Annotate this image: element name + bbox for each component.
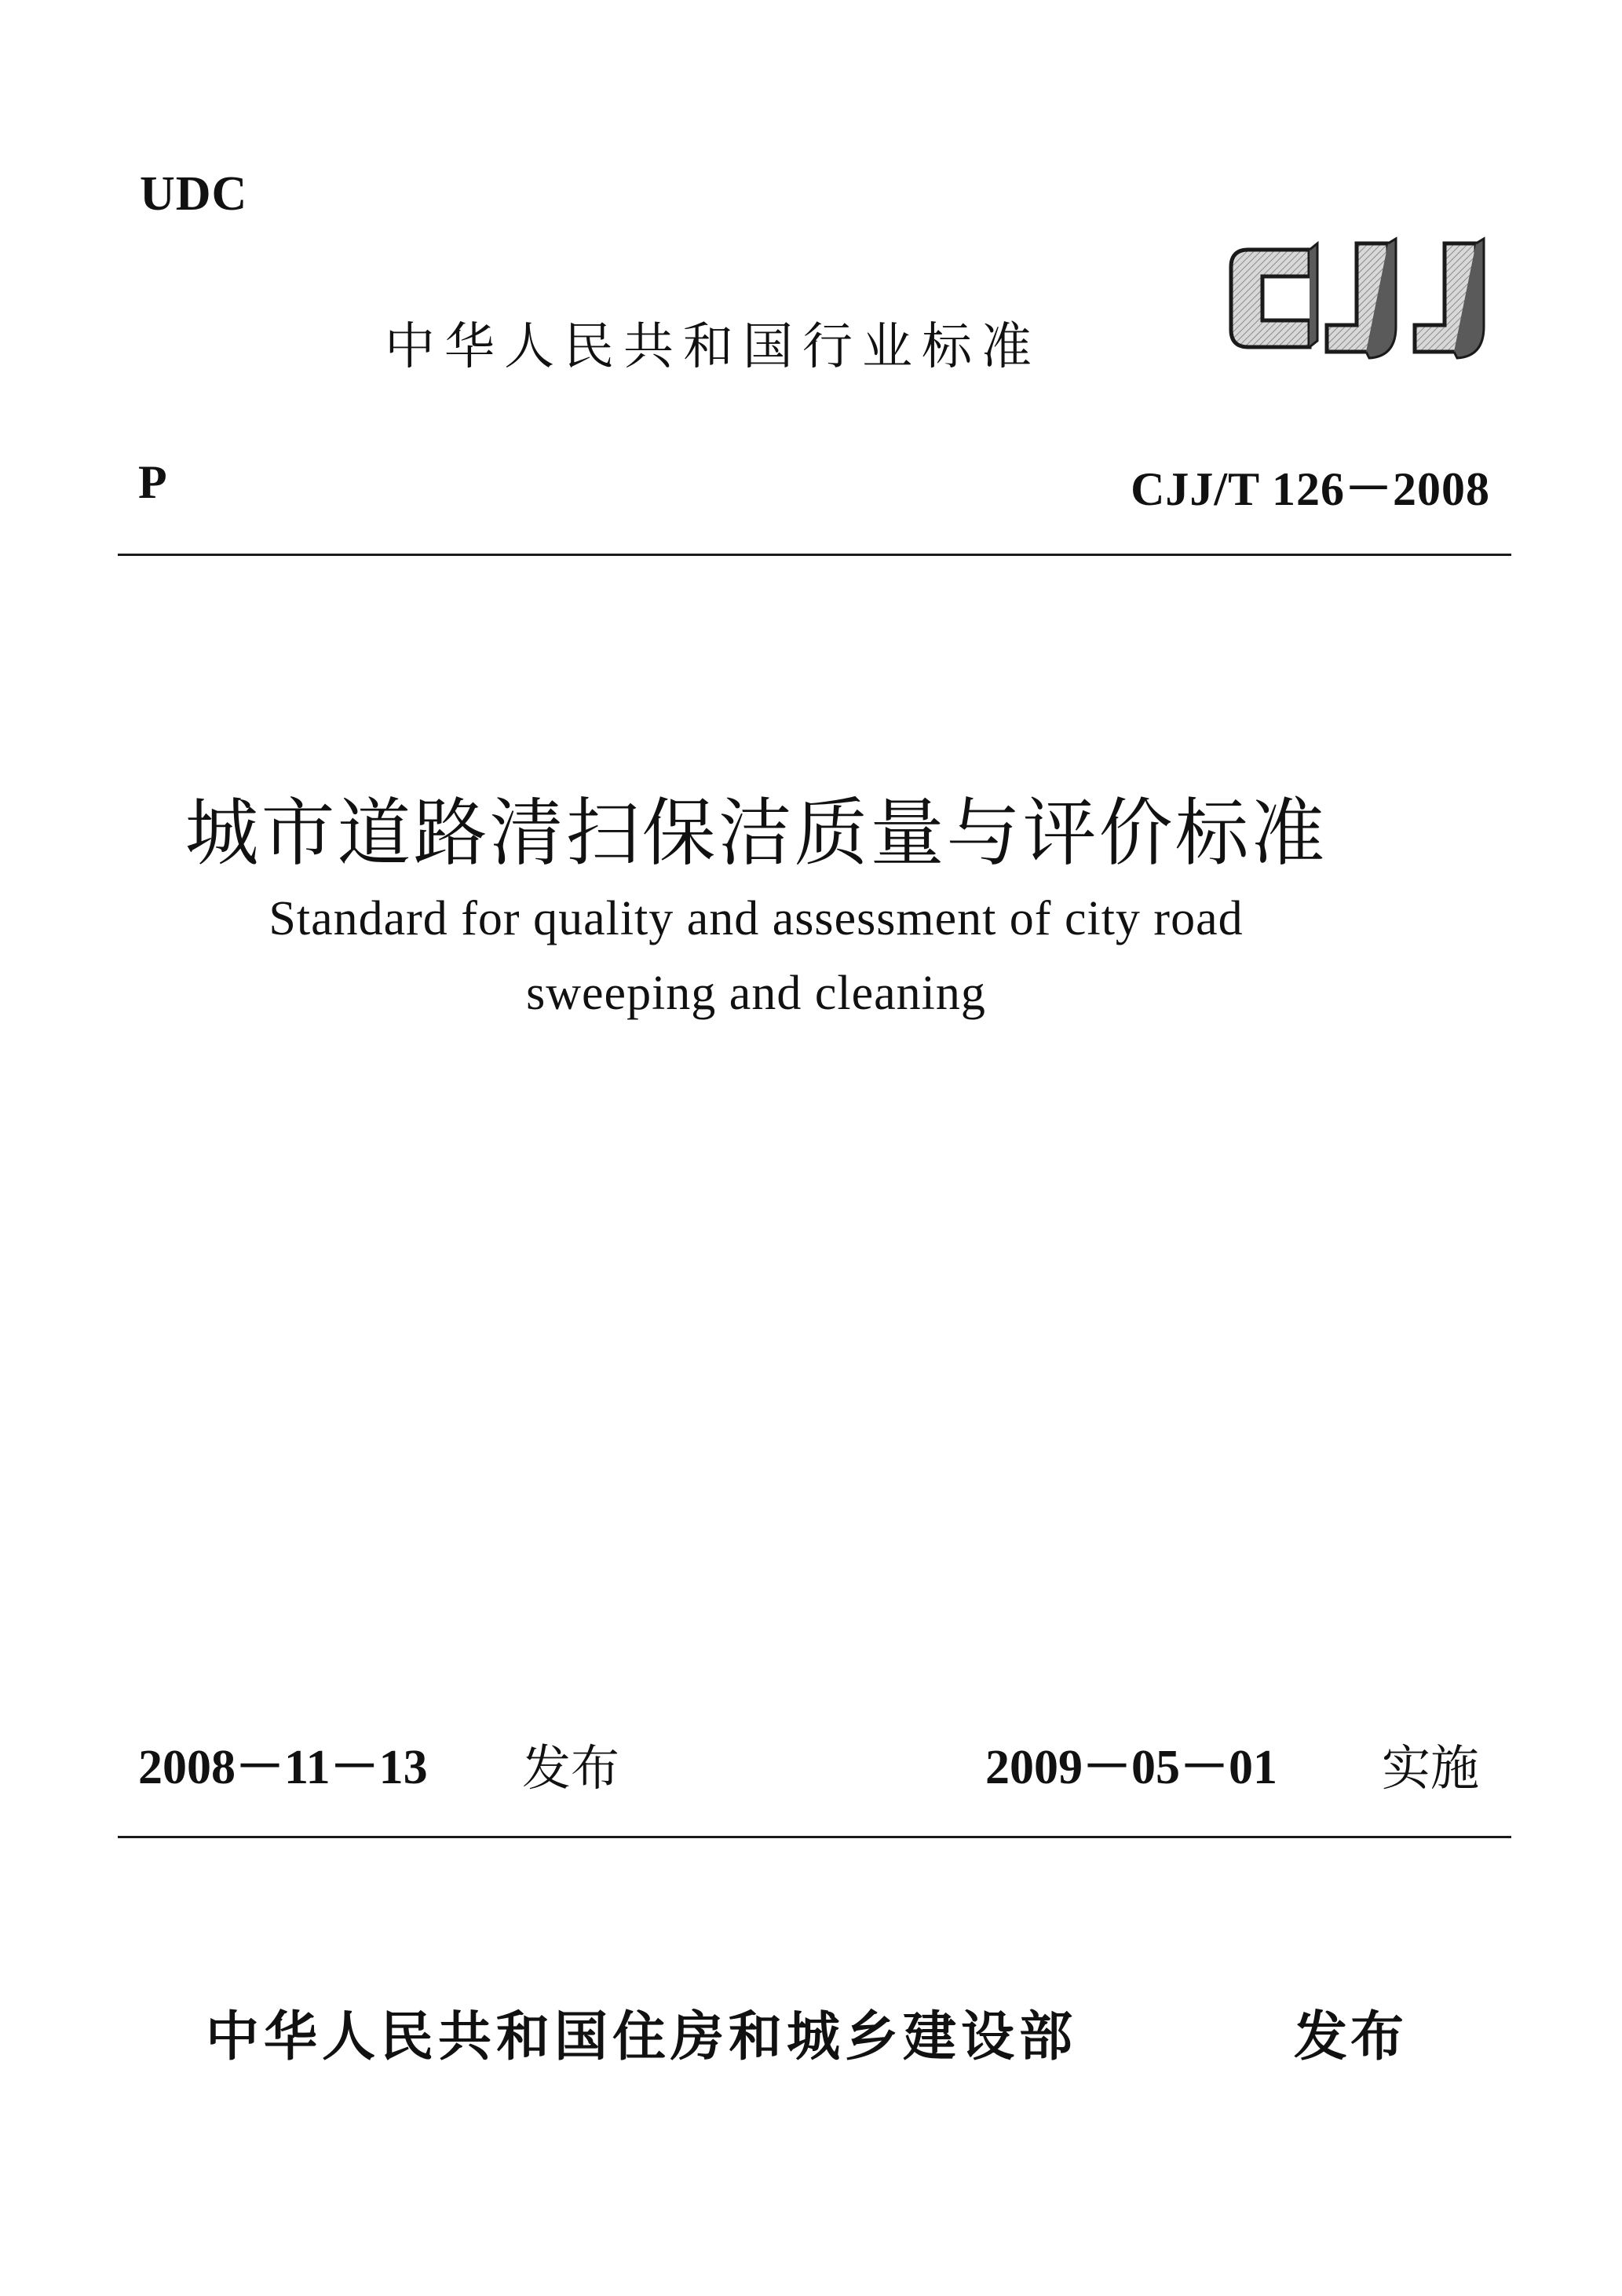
industry-standard-title: 中华人民共和国行业标准 (385, 318, 1041, 376)
bottom-divider (118, 1836, 1511, 1838)
document-title-english-line2: sweeping and cleaning (526, 967, 986, 1020)
standard-number: CJJ/T 126－2008 (1131, 463, 1490, 515)
implement-date: 2009－05－01 (985, 1741, 1278, 1794)
udc-label: UDC (140, 167, 248, 221)
classification-code: P (138, 456, 167, 508)
publish-label: 发布 (522, 1739, 620, 1797)
cjj-logo-graphic (1217, 228, 1500, 369)
document-title-chinese: 城市道路清扫保洁质量与评价标准 (184, 791, 1328, 876)
issuing-authority: 中华人民共和国住房和城乡建设部 (206, 2006, 1078, 2068)
implement-label: 实施 (1382, 1739, 1480, 1797)
cjj-logo (1217, 228, 1500, 369)
document-title-english-line1: Standard for quality and assessment of city road (269, 892, 1244, 945)
publish-date: 2008－11－13 (138, 1741, 428, 1794)
top-divider (118, 554, 1511, 556)
issue-label: 发布 (1294, 2006, 1408, 2068)
